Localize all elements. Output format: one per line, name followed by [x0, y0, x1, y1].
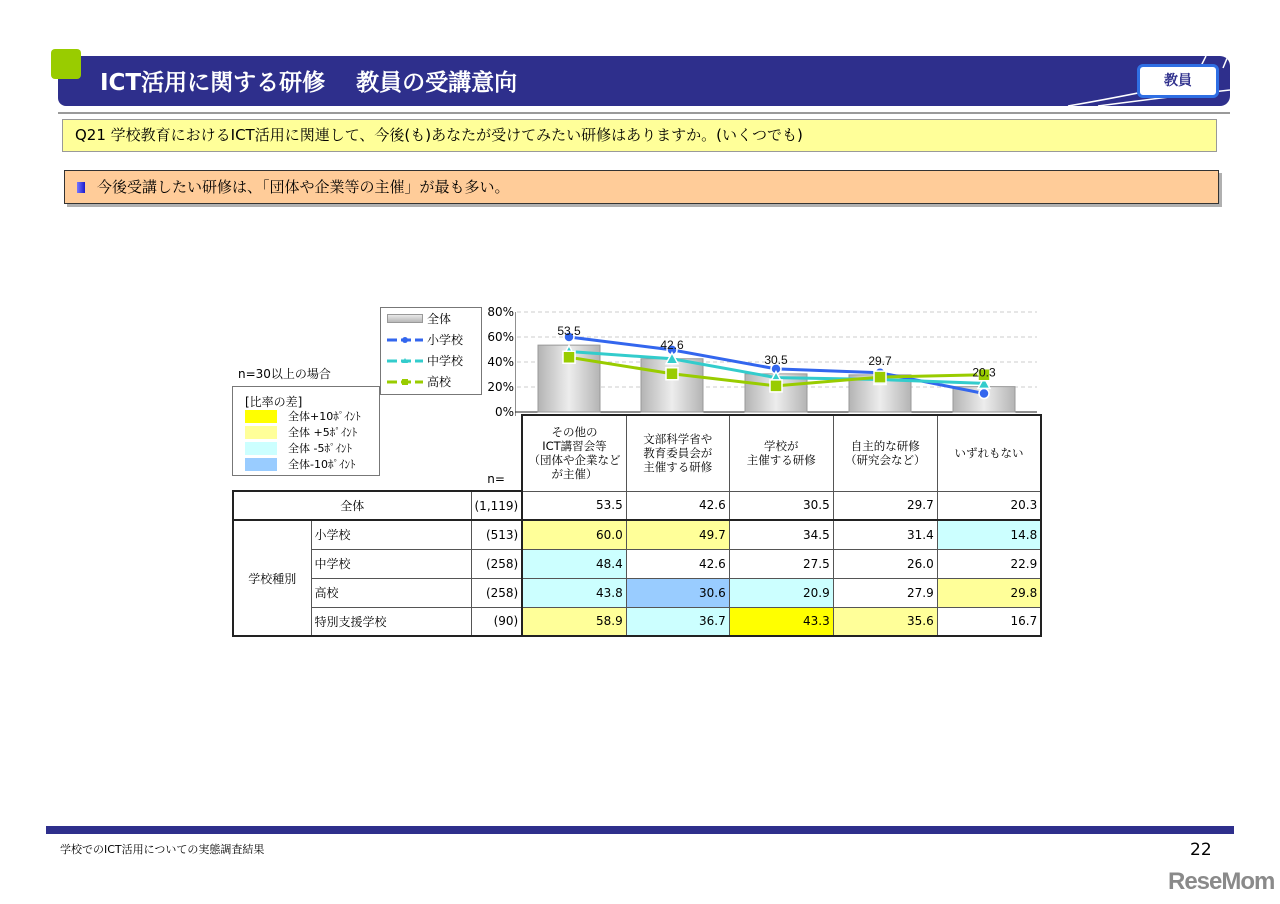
y-tick-80: 80%: [487, 305, 514, 319]
summary-box: [64, 170, 1219, 204]
row-n: (258): [471, 578, 522, 607]
cell: 35.6: [833, 607, 937, 636]
combo-chart: [515, 305, 1040, 417]
y-tick-60: 60%: [487, 330, 514, 344]
summary-text: 今後受講したい研修は、「団体や企業等の主催」が最も多い。: [97, 178, 510, 196]
cell: 48.4: [522, 549, 626, 578]
y-tick-40: 40%: [487, 355, 514, 369]
cell: 27.9: [833, 578, 937, 607]
cell: 43.8: [522, 578, 626, 607]
table-row: [233, 549, 1041, 578]
row-n: (258): [471, 549, 522, 578]
line-square-marker-icon: [387, 376, 425, 388]
column-header: いずれもない: [937, 415, 1041, 491]
cell: 42.6: [626, 549, 729, 578]
column-header: 文部科学省や 教育委員会が 主催する研修: [626, 415, 729, 491]
results-table: [232, 414, 1042, 637]
svg-text:53.5: 53.5: [557, 324, 581, 339]
audience-badge: 教員: [1137, 64, 1219, 98]
cell: 26.0: [833, 549, 937, 578]
line-circle-marker-icon: [387, 334, 425, 346]
svg-text:29.7: 29.7: [868, 353, 892, 368]
page-title: ICT活用に関する研修 教員の受講意向: [100, 70, 518, 96]
cell: 16.7: [937, 607, 1041, 636]
group-label: 学校種別: [233, 520, 311, 636]
table-row: [233, 607, 1041, 636]
cell: 42.6: [626, 491, 729, 520]
table-row-total: [233, 491, 1041, 520]
row-n: (1,119): [471, 491, 522, 520]
cell: 34.5: [729, 520, 833, 549]
row-label: 全体: [233, 491, 471, 520]
row-label: 中学校: [311, 549, 471, 578]
cell: 27.5: [729, 549, 833, 578]
row-label: 小学校: [311, 520, 471, 549]
resemom-logo: ReseMom: [1168, 868, 1275, 895]
column-header: 学校が 主催する研修: [729, 415, 833, 491]
cell: 49.7: [626, 520, 729, 549]
cell: 20.9: [729, 578, 833, 607]
bullet-square-icon: [77, 182, 85, 193]
cell: 14.8: [937, 520, 1041, 549]
cell: 22.9: [937, 549, 1041, 578]
table-row: [233, 520, 1041, 549]
row-n: (90): [471, 607, 522, 636]
row-label: 特別支援学校: [311, 607, 471, 636]
footer-bar: [46, 826, 1234, 834]
table-row: [233, 578, 1041, 607]
chart-legend: 全体 小学校 中学校 高校: [380, 307, 482, 395]
cell: 31.4: [833, 520, 937, 549]
svg-text:20.3: 20.3: [972, 365, 996, 380]
line-triangle-marker-icon: [387, 355, 425, 367]
cell: 29.8: [937, 578, 1041, 607]
page-number: 22: [1190, 840, 1212, 860]
n-header: n=: [471, 415, 522, 491]
cell: 60.0: [522, 520, 626, 549]
cell: 30.5: [729, 491, 833, 520]
cell: 53.5: [522, 491, 626, 520]
difference-legend: [比率の差] 全体+10ﾎﾟｲﾝﾄ 全体 +5ﾎﾟｲﾝﾄ 全体 -5ﾎﾟｲﾝﾄ 全体-10ﾎﾟｲﾝﾄ: [232, 386, 380, 476]
svg-text:42.6: 42.6: [660, 337, 684, 352]
bar-swatch-icon: [387, 314, 423, 323]
y-tick-20: 20%: [487, 380, 514, 394]
table-header-row: [233, 415, 1041, 491]
sample-note: n=30以上の場合: [238, 367, 331, 381]
header-accent-square: [51, 49, 81, 79]
cell: 20.3: [937, 491, 1041, 520]
column-header: 自主的な研修 （研究会など）: [833, 415, 937, 491]
footer-source: 学校でのICT活用についての実態調査結果: [60, 843, 265, 856]
difference-legend-title: [比率の差]: [245, 395, 303, 409]
question-box: [62, 119, 1217, 152]
cell: 36.7: [626, 607, 729, 636]
cell: 43.3: [729, 607, 833, 636]
cell: 58.9: [522, 607, 626, 636]
row-n: (513): [471, 520, 522, 549]
svg-text:30.5: 30.5: [764, 352, 788, 367]
row-label: 高校: [311, 578, 471, 607]
question-text: Q21 学校教育におけるICT活用に関連して、今後(も)あなたが受けてみたい研修はありますか。(いくつでも): [75, 126, 803, 144]
column-header: その他の ICT講習会等 （団体や企業など が主催）: [522, 415, 626, 491]
y-tick-0: 0%: [494, 405, 514, 419]
cell: 30.6: [626, 578, 729, 607]
cell: 29.7: [833, 491, 937, 520]
header-divider: [58, 112, 1230, 114]
